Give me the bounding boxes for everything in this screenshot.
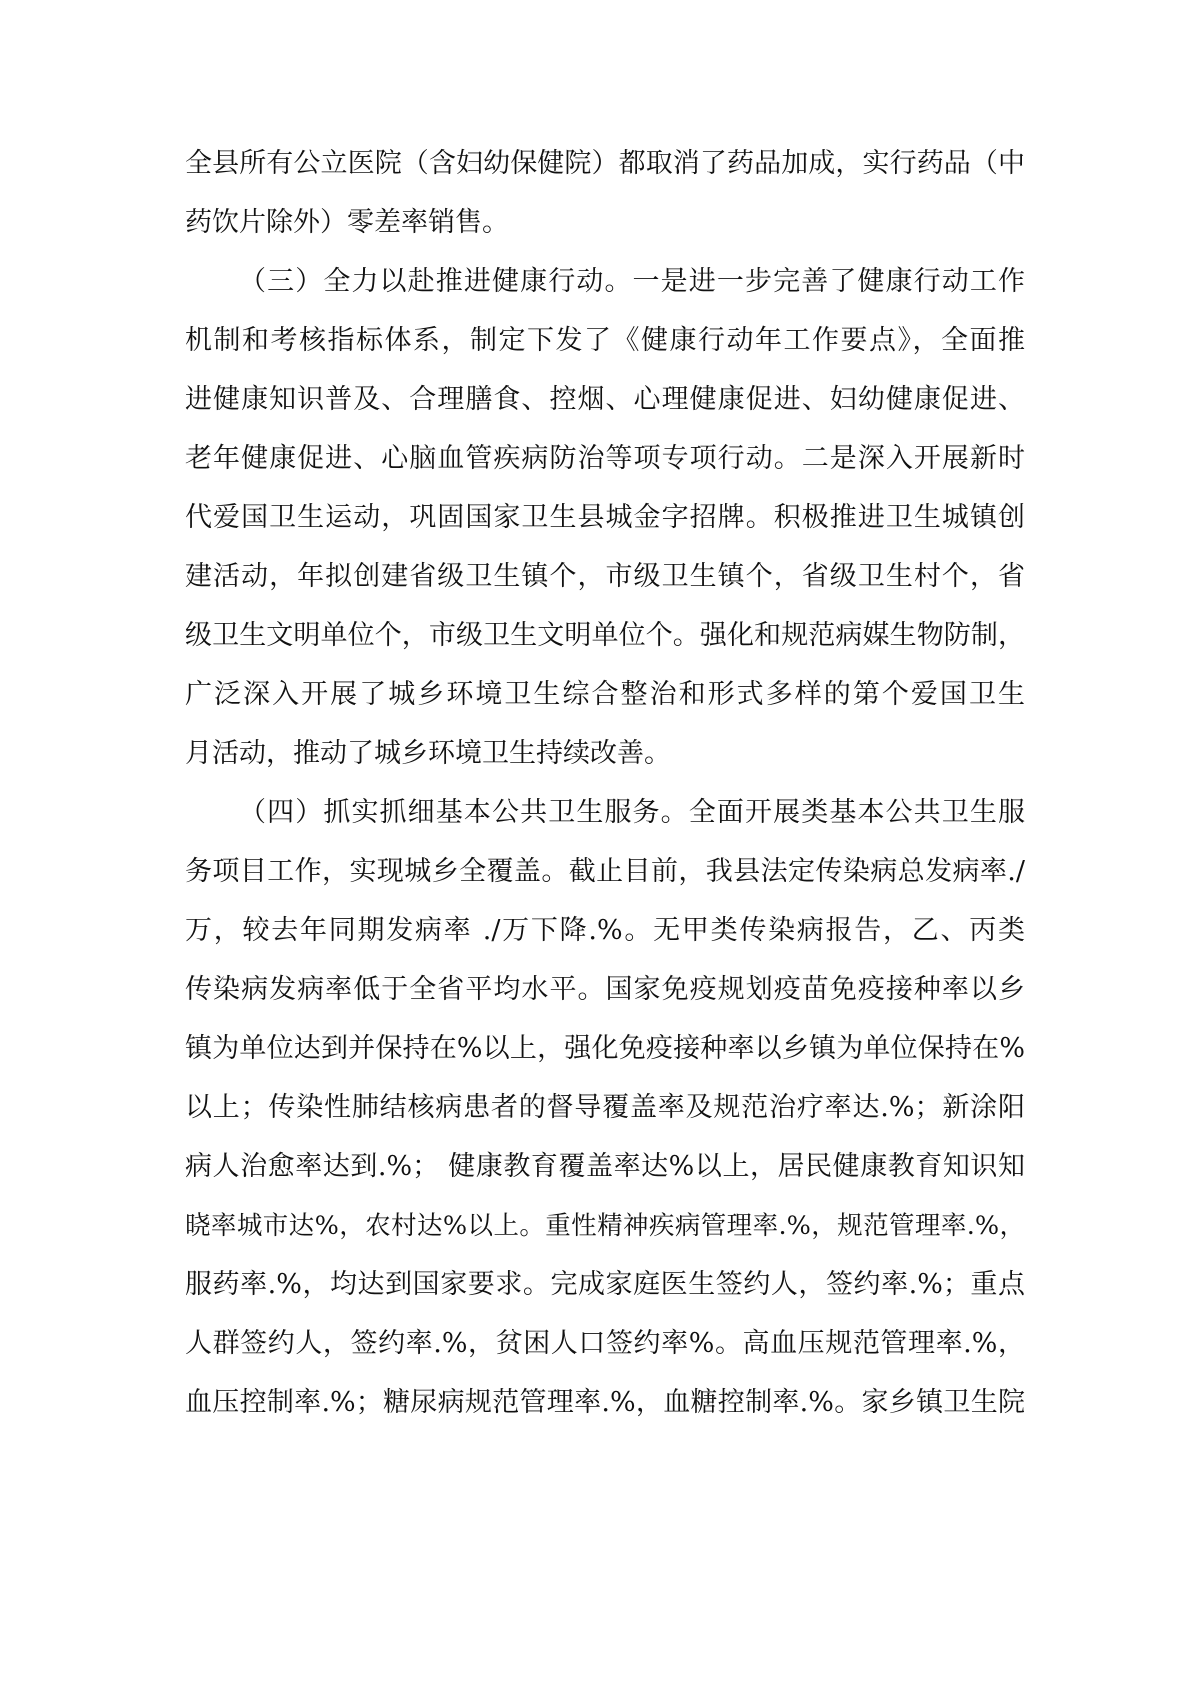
text-line: 病人治愈率达到.%； 健康教育覆盖率达%以上，居民健康教育知识知: [185, 1151, 1025, 1182]
text-line: 机制和考核指标体系，制定下发了《健康行动年工作要点》，全面推: [185, 325, 1025, 356]
paragraph-heading-line: （四）抓实抓细基本公共卫生服务。全面开展类基本公共卫生服: [239, 797, 1025, 828]
text-line: 人群签约人，签约率.%，贫困人口签约率%。高血压规范管理率.%，: [185, 1328, 1025, 1359]
text-line: 以上；传染性肺结核病患者的督导覆盖率及规范治疗率达.%；新涂阳: [185, 1092, 1025, 1123]
text-line: 传染病发病率低于全省平均水平。国家免疫规划疫苗免疫接种率以乡: [185, 974, 1025, 1005]
text-line: 镇为单位达到并保持在%以上，强化免疫接种率以乡镇为单位保持在%: [185, 1033, 1025, 1064]
paragraph-heading-line: （三）全力以赴推进健康行动。一是进一步完善了健康行动工作: [239, 266, 1025, 297]
text-line: 全县所有公立医院（含妇幼保健院）都取消了药品加成，实行药品（中: [185, 148, 1025, 179]
text-line: 代爱国卫生运动，巩固国家卫生县城金字招牌。积极推进卫生城镇创: [185, 502, 1025, 533]
text-line: 广泛深入开展了城乡环境卫生综合整治和形式多样的第个爱国卫生: [185, 679, 1025, 710]
text-line: 血压控制率.%；糖尿病规范管理率.%，血糖控制率.%。家乡镇卫生院: [185, 1387, 1025, 1418]
text-line: 建活动，年拟创建省级卫生镇个，市级卫生镇个，省级卫生村个，省: [185, 561, 1025, 592]
text-line: 药饮片除外）零差率销售。: [185, 207, 509, 238]
text-line: 晓率城市达%，农村达%以上。重性精神疾病管理率.%，规范管理率.%，: [185, 1211, 1025, 1241]
text-line: 务项目工作，实现城乡全覆盖。截止目前，我县法定传染病总发病率./: [185, 856, 1025, 887]
text-line: 进健康知识普及、合理膳食、控烟、心理健康促进、妇幼健康促进、: [185, 384, 1025, 415]
text-line: 级卫生文明单位个，市级卫生文明单位个。强化和规范病媒生物防制，: [185, 620, 1025, 651]
text-line: 服药率.%，均达到国家要求。完成家庭医生签约人，签约率.%；重点: [185, 1269, 1025, 1300]
text-line: 万，较去年同期发病率 ./万下降.%。无甲类传染病报告，乙、丙类: [185, 915, 1025, 946]
text-line: 月活动，推动了城乡环境卫生持续改善。: [185, 738, 671, 769]
text-line: 老年健康促进、心脑血管疾病防治等项专项行动。二是深入开展新时: [185, 443, 1025, 474]
